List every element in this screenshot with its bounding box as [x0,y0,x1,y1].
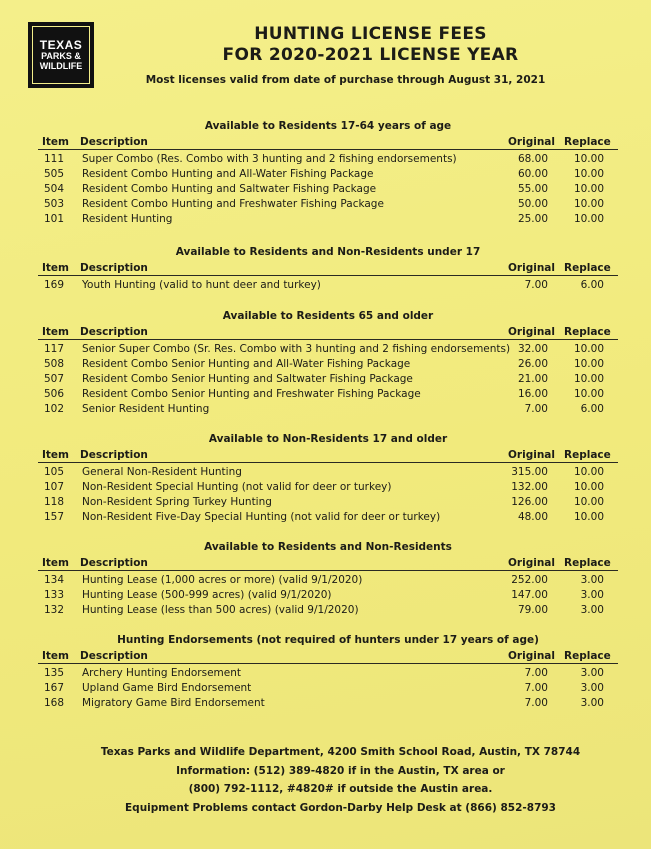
item-description: Non-Resident Five-Day Special Hunting (not valid for deer or turkey) [82,511,441,523]
fee-row [38,152,618,167]
original-fee: 7.00 [524,279,548,291]
column-header-description: Description [80,136,148,148]
fee-row [38,372,618,387]
column-header-row [38,135,618,150]
fee-row [38,696,618,711]
item-description: Upland Game Bird Endorsement [82,682,252,694]
replacement-fee: 10.00 [573,153,604,165]
fee-row [38,588,618,603]
section-title: Available to Residents and Non-Residents [204,541,452,553]
column-header-item: Item [42,650,69,662]
fee-row [38,495,618,510]
original-fee: 7.00 [524,667,548,679]
section-title: Available to Non-Residents 17 and older [208,433,448,445]
item-number: 132 [44,604,65,616]
item-description: Non-Resident Spring Turkey Hunting [82,496,272,508]
footer-info-local: Information: (512) 389-4820 if in the Austin, TX area or [176,764,505,777]
item-description: Resident Combo Senior Hunting and Freshwater Fishing Package [82,388,421,400]
fee-row [38,681,618,696]
column-header-original: Original [508,326,555,338]
replacement-fee: 3.00 [580,667,604,679]
item-description: Hunting Lease (500-999 acres) (valid 9/1/2020) [82,589,332,601]
original-fee: 7.00 [524,682,548,694]
column-header-replace: Replace [564,262,611,274]
fee-section [38,310,618,417]
original-fee: 68.00 [517,153,548,165]
fee-row [38,357,618,372]
item-number: 503 [44,198,65,210]
replacement-fee: 3.00 [580,574,604,586]
item-number: 107 [44,481,65,493]
column-header-replace: Replace [564,326,611,338]
original-fee: 55.00 [517,183,548,195]
title-line-1: HUNTING LICENSE FEES [254,24,487,44]
replacement-fee: 10.00 [573,496,604,508]
item-description: Hunting Lease (less than 500 acres) (valid 9/1/2020) [82,604,359,616]
fee-row [38,480,618,495]
original-fee: 79.00 [517,604,548,616]
replacement-fee: 10.00 [573,481,604,493]
replacement-fee: 10.00 [573,388,604,400]
fee-section [38,120,618,227]
item-number: 117 [44,343,65,355]
original-fee: 25.00 [517,213,548,225]
item-description: Super Combo (Res. Combo with 3 hunting and 2 fishing endorsements) [82,153,457,165]
contact-footer [40,743,641,817]
page-subtitle: Most licenses valid from date of purchase through August 31, 2021 [145,74,546,86]
item-description: Archery Hunting Endorsement [82,667,242,679]
replacement-fee: 3.00 [580,697,604,709]
replacement-fee: 10.00 [573,511,604,523]
column-header-row [38,649,618,664]
replacement-fee: 3.00 [580,682,604,694]
column-header-row [38,261,618,276]
item-number: 168 [44,697,65,709]
column-header-description: Description [80,449,148,461]
replacement-fee: 10.00 [573,198,604,210]
fee-row [38,510,618,525]
footer-help-desk: Equipment Problems contact Gordon-Darby Help Desk at (866) 852-8793 [125,801,556,814]
replacement-fee: 3.00 [580,589,604,601]
section-title: Available to Residents 17-64 years of age [204,120,452,132]
item-number: 111 [44,153,65,165]
fee-row [38,212,618,227]
original-fee: 7.00 [524,403,548,415]
item-description: Non-Resident Special Hunting (not valid for deer or turkey) [82,481,392,493]
column-header-original: Original [508,136,555,148]
fee-row [38,182,618,197]
item-number: 102 [44,403,65,415]
replacement-fee: 10.00 [573,466,604,478]
item-description: Resident Combo Hunting and Saltwater Fishing Package [82,183,377,195]
column-header-row [38,556,618,571]
logo-line-1: TEXAS [39,37,83,52]
original-fee: 132.00 [511,481,548,493]
fee-row [38,387,618,402]
replacement-fee: 3.00 [580,604,604,616]
column-header-replace: Replace [564,650,611,662]
column-header-description: Description [80,650,148,662]
replacement-fee: 10.00 [573,213,604,225]
column-header-original: Original [508,557,555,569]
column-header-replace: Replace [564,557,611,569]
original-fee: 315.00 [511,466,548,478]
original-fee: 32.00 [517,343,548,355]
column-header-replace: Replace [564,449,611,461]
item-description: Migratory Game Bird Endorsement [82,697,265,709]
column-header-original: Original [508,449,555,461]
logo-line-2: PARKS & [41,50,81,61]
column-header-description: Description [80,326,148,338]
section-title: Available to Residents 65 and older [222,310,434,322]
item-description: Resident Combo Hunting and Freshwater Fishing Package [82,198,384,210]
fee-row [38,573,618,588]
fee-row [38,402,618,417]
replacement-fee: 10.00 [573,343,604,355]
item-description: General Non-Resident Hunting [82,466,242,478]
item-description: Resident Hunting [82,213,173,225]
item-description: Youth Hunting (valid to hunt deer and turkey) [82,279,321,291]
fee-section [38,634,618,711]
item-number: 105 [44,466,65,478]
fee-row [38,342,618,357]
fee-section [38,433,618,525]
column-header-replace: Replace [564,136,611,148]
item-number: 134 [44,574,65,586]
item-number: 167 [44,682,65,694]
original-fee: 252.00 [511,574,548,586]
column-header-item: Item [42,262,69,274]
item-number: 101 [44,213,65,225]
item-description: Senior Super Combo (Sr. Res. Combo with 3 hunting and 2 fishing endorsements) [82,343,511,355]
original-fee: 48.00 [517,511,548,523]
item-number: 505 [44,168,65,180]
fee-row [38,278,618,293]
original-fee: 50.00 [517,198,548,210]
replacement-fee: 10.00 [573,183,604,195]
item-number: 169 [44,279,65,291]
column-header-row [38,325,618,340]
fee-row [38,197,618,212]
column-header-item: Item [42,449,69,461]
item-description: Senior Resident Hunting [82,403,210,415]
replacement-fee: 6.00 [580,279,604,291]
original-fee: 21.00 [517,373,548,385]
original-fee: 60.00 [517,168,548,180]
item-number: 157 [44,511,65,523]
item-number: 504 [44,183,65,195]
fee-row [38,666,618,681]
column-header-item: Item [42,326,69,338]
item-number: 118 [44,496,65,508]
original-fee: 7.00 [524,697,548,709]
item-number: 135 [44,667,65,679]
original-fee: 147.00 [511,589,548,601]
logo-line-3: WILDLIFE [39,60,83,71]
item-number: 507 [44,373,65,385]
fee-section [38,246,618,293]
original-fee: 16.00 [517,388,548,400]
item-description: Hunting Lease (1,000 acres or more) (valid 9/1/2020) [82,574,363,586]
replacement-fee: 6.00 [580,403,604,415]
item-number: 506 [44,388,65,400]
item-number: 508 [44,358,65,370]
column-header-original: Original [508,650,555,662]
page-title [110,24,631,66]
replacement-fee: 10.00 [573,358,604,370]
column-header-item: Item [42,136,69,148]
footer-address: Texas Parks and Wildlife Department, 4200 Smith School Road, Austin, TX 78744 [100,746,581,758]
fee-row [38,603,618,618]
fee-row [38,167,618,182]
section-title: Hunting Endorsements (not required of hunters under 17 years of age) [117,634,539,646]
column-header-row [38,448,618,463]
column-header-description: Description [80,557,148,569]
column-header-description: Description [80,262,148,274]
item-description: Resident Combo Senior Hunting and All-Water Fishing Package [82,358,411,370]
section-title: Available to Residents and Non-Residents under 17 [175,246,481,258]
original-fee: 126.00 [511,496,548,508]
column-header-original: Original [508,262,555,274]
title-line-2: FOR 2020-2021 LICENSE YEAR [222,45,519,65]
item-description: Resident Combo Hunting and All-Water Fishing Package [82,168,374,180]
item-description: Resident Combo Senior Hunting and Saltwater Fishing Package [82,373,413,385]
replacement-fee: 10.00 [573,168,604,180]
footer-info-tollfree: (800) 792-1112, #4820# if outside the Austin area. [188,783,493,795]
replacement-fee: 10.00 [573,373,604,385]
original-fee: 26.00 [517,358,548,370]
fee-row [38,465,618,480]
column-header-item: Item [42,557,69,569]
fee-section [38,541,618,618]
item-number: 133 [44,589,65,601]
